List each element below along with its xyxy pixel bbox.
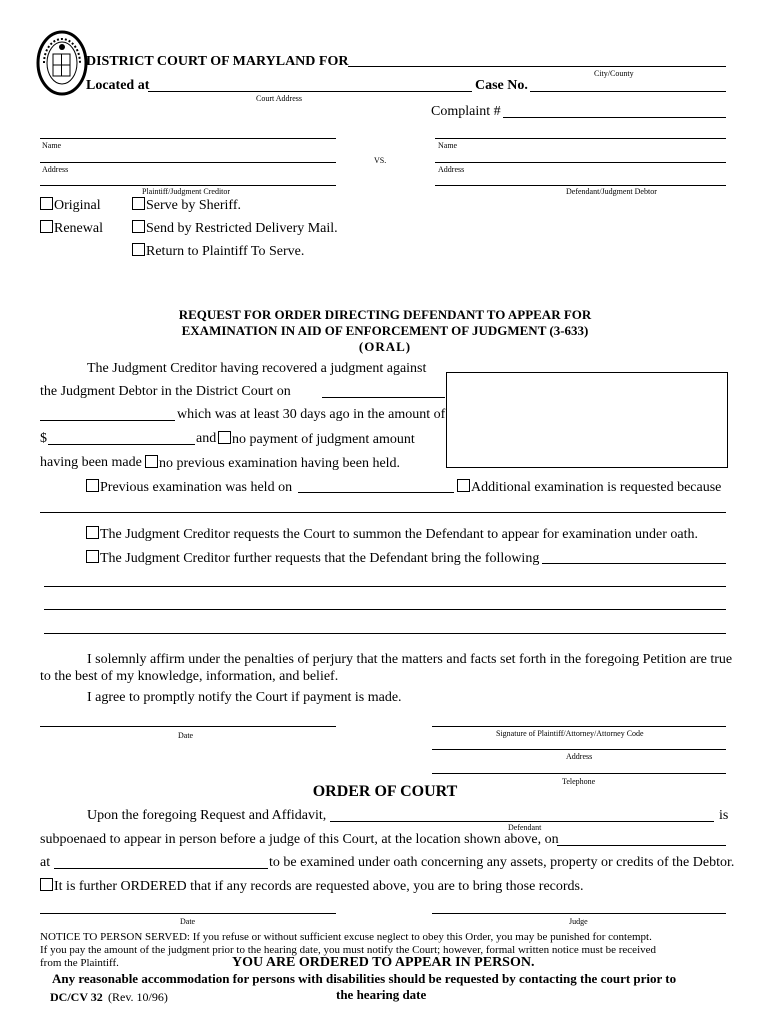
body-line1: The Judgment Creditor having recovered a judgment against xyxy=(87,361,427,376)
plaintiff-address-line-2[interactable] xyxy=(40,185,336,186)
court-address-line[interactable] xyxy=(148,91,472,92)
summon-option[interactable]: The Judgment Creditor requests the Court to summon the Defendant to appear for examination under oath. xyxy=(86,526,698,543)
accommodation-line1: Any reasonable accommodation for persons with disabilities should be requested by contacting the court prior to xyxy=(52,971,677,986)
additional-exam-reason-line[interactable] xyxy=(40,512,726,513)
defendant-name-line[interactable] xyxy=(435,138,726,139)
form-title-line2: EXAMINATION IN AID OF ENFORCEMENT OF JUDGMENT (3-633) xyxy=(181,323,589,338)
bring-items-line-3[interactable] xyxy=(44,609,726,610)
defendant-address-line[interactable] xyxy=(435,162,726,163)
located-at-label: Located at xyxy=(86,78,150,93)
no-prev-exam-checkbox[interactable] xyxy=(145,455,158,468)
order-line1: Upon the foregoing Request and Affidavit, xyxy=(87,808,327,823)
dollar-sign: $ xyxy=(40,431,47,446)
defendant-address-label: Address xyxy=(438,165,465,174)
plaintiff-name-line[interactable] xyxy=(40,138,336,139)
original-option[interactable]: Original xyxy=(40,197,101,214)
and-label: and xyxy=(196,431,217,446)
form-number: DC/CV 32 xyxy=(50,990,103,1004)
seal-emblem xyxy=(36,30,88,96)
signature-line[interactable] xyxy=(432,726,726,727)
judgment-date-line[interactable] xyxy=(322,397,445,398)
plaintiff-address-label: Address xyxy=(42,165,69,174)
plaintiff-name-label: Name xyxy=(42,141,62,150)
notify-line: I agree to promptly notify the Court if payment is made. xyxy=(87,690,402,705)
serve-sheriff-option[interactable]: Serve by Sheriff. xyxy=(132,197,241,214)
case-no-label: Case No. xyxy=(475,78,528,93)
plaintiff-label: Plaintiff/Judgment Creditor xyxy=(142,187,231,196)
body-line5: having been made xyxy=(40,455,142,470)
body-line3: which was at least 30 days ago in the amount of xyxy=(177,407,446,422)
order-date-label: Date xyxy=(180,917,196,926)
vs-label: VS. xyxy=(374,156,387,165)
no-payment-checkbox[interactable] xyxy=(218,431,231,444)
judge-label: Judge xyxy=(569,917,588,926)
telephone-line[interactable] xyxy=(432,773,726,774)
case-no-line[interactable] xyxy=(530,91,726,92)
plaintiff-address-line[interactable] xyxy=(40,162,336,163)
prev-exam-option[interactable]: Previous examination was held on xyxy=(86,479,292,496)
clerk-stamp-box xyxy=(446,372,728,468)
judgment-date-line-2[interactable] xyxy=(40,420,175,421)
form-title-line1: REQUEST FOR ORDER DIRECTING DEFENDANT TO APPEAR FOR xyxy=(178,307,592,322)
defendant-label: Defendant/Judgment Debtor xyxy=(566,187,657,196)
amount-line[interactable] xyxy=(48,444,195,445)
signature-label: Signature of Plaintiff/Attorney/Attorney Code xyxy=(496,729,644,738)
affirm-line2: to the best of my knowledge, information, and belief. xyxy=(40,669,339,684)
hearing-time-line[interactable] xyxy=(54,868,268,869)
bring-items-line-4[interactable] xyxy=(44,633,726,634)
bring-checkbox[interactable] xyxy=(86,550,99,563)
defendant-address-line-2[interactable] xyxy=(435,185,726,186)
records-checkbox[interactable] xyxy=(40,878,53,891)
affirm-date-label: Date xyxy=(178,731,194,740)
renewal-option[interactable]: Renewal xyxy=(40,220,103,237)
no-payment-option[interactable]: no payment of judgment amount xyxy=(218,431,415,448)
renewal-checkbox[interactable] xyxy=(40,220,53,233)
affirm-date-line[interactable] xyxy=(40,726,336,727)
address-line[interactable] xyxy=(432,749,726,750)
appear-notice: YOU ARE ORDERED TO APPEAR IN PERSON. xyxy=(232,955,535,970)
bring-items-line-2[interactable] xyxy=(44,586,726,587)
order-title: ORDER OF COURT xyxy=(312,783,458,800)
additional-exam-checkbox[interactable] xyxy=(457,479,470,492)
records-option[interactable]: It is further ORDERED that if any records are requested above, you are to bring those records. xyxy=(40,878,584,895)
restricted-mail-option[interactable]: Send by Restricted Delivery Mail. xyxy=(132,220,338,237)
prev-exam-date-line[interactable] xyxy=(298,492,454,493)
judge-line[interactable] xyxy=(432,913,726,914)
accommodation-line2: the hearing date xyxy=(336,987,427,1002)
order-date-line[interactable] xyxy=(40,913,336,914)
complaint-line[interactable] xyxy=(503,117,726,118)
serve-sheriff-checkbox[interactable] xyxy=(132,197,145,210)
order-is: is xyxy=(719,808,729,823)
additional-exam-option[interactable]: Additional examination is requested because xyxy=(457,479,721,496)
return-plaintiff-option[interactable]: Return to Plaintiff To Serve. xyxy=(132,243,304,260)
court-title: DISTRICT COURT OF MARYLAND FOR xyxy=(86,54,349,69)
notice-line1: NOTICE TO PERSON SERVED: If you refuse or without sufficient excuse neglect to obey this Order, you may be punished for contempt. xyxy=(40,931,652,943)
body-line2: the Judgment Debtor in the District Court on xyxy=(40,384,291,399)
form-title-line3: (ORAL) xyxy=(358,339,412,354)
summon-checkbox[interactable] xyxy=(86,526,99,539)
city-county-line[interactable] xyxy=(348,66,726,67)
order-line3: to be examined under oath concerning any assets, property or credits of the Debtor. xyxy=(269,855,735,870)
original-checkbox[interactable] xyxy=(40,197,53,210)
notice-line3: from the Plaintiff. xyxy=(40,957,119,969)
hearing-date-line[interactable] xyxy=(557,845,726,846)
defendant-under-label: Defendant xyxy=(508,823,542,832)
bring-items-line[interactable] xyxy=(542,563,726,564)
form-revision: (Rev. 10/96) xyxy=(108,990,168,1004)
prev-exam-checkbox[interactable] xyxy=(86,479,99,492)
return-plaintiff-checkbox[interactable] xyxy=(132,243,145,256)
order-at: at xyxy=(40,855,51,870)
notice-line2: If you pay the amount of the judgment prior to the hearing date, you must notify the Court; however, formal written notice must be received xyxy=(40,944,657,956)
court-address-label: Court Address xyxy=(256,94,302,103)
order-line2: subpoenaed to appear in person before a judge of this Court, at the location shown above, on xyxy=(40,832,559,847)
defendant-line[interactable] xyxy=(330,821,714,822)
court-seal xyxy=(36,30,88,96)
complaint-label: Complaint # xyxy=(431,104,501,119)
city-county-label: City/County xyxy=(594,69,634,78)
telephone-label: Telephone xyxy=(562,777,596,786)
address-label: Address xyxy=(566,752,593,761)
restricted-mail-checkbox[interactable] xyxy=(132,220,145,233)
affirm-line1: I solemnly affirm under the penalties of perjury that the matters and facts set forth in the foregoing Petition are true xyxy=(87,652,733,667)
defendant-name-label: Name xyxy=(438,141,458,150)
bring-option[interactable]: The Judgment Creditor further requests that the Defendant bring the following xyxy=(86,550,539,567)
no-prev-exam-option[interactable]: no previous examination having been held. xyxy=(145,455,400,472)
